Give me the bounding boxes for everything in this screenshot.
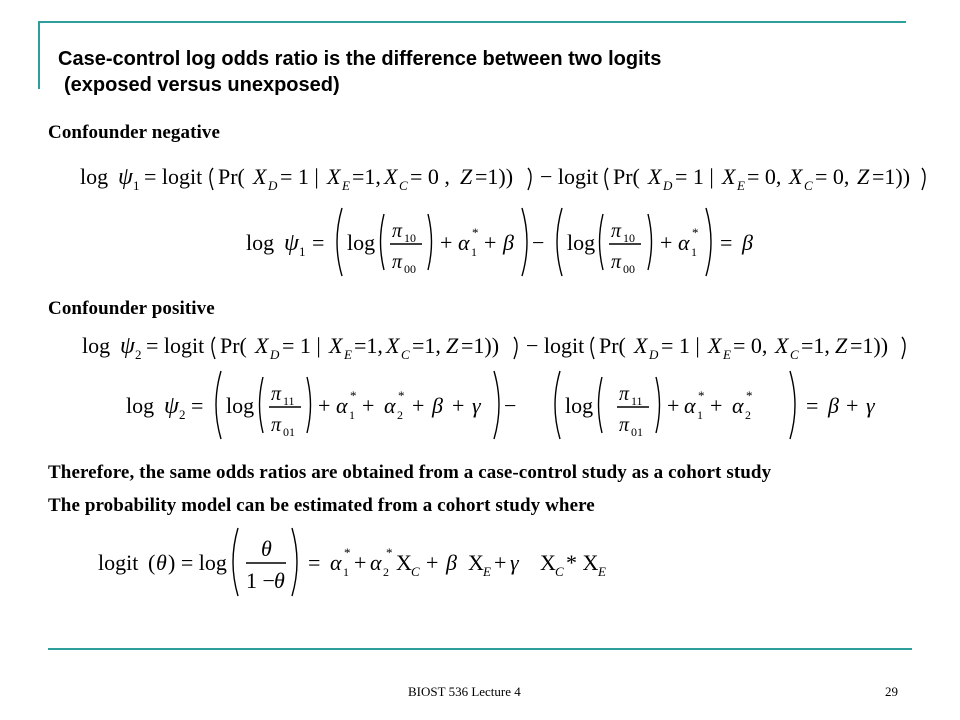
svg-text:+: + [318, 393, 331, 418]
svg-text:π: π [619, 414, 630, 436]
svg-text:log: log [226, 393, 255, 418]
svg-text:= 0,: = 0, [733, 333, 768, 358]
svg-text:C: C [790, 347, 799, 362]
svg-text:2: 2 [383, 565, 389, 579]
svg-text:= logit: = logit [146, 333, 205, 358]
svg-text:=1,: =1, [801, 333, 830, 358]
heading-confounder-negative: Confounder negative [48, 122, 221, 143]
svg-text:C: C [555, 564, 564, 579]
svg-text:C: C [804, 178, 813, 193]
svg-text:π: π [611, 220, 622, 242]
svg-text:*: * [344, 545, 351, 560]
equation-3 [82, 333, 905, 362]
svg-text:X: X [468, 550, 484, 575]
svg-text:β: β [432, 393, 443, 418]
svg-text:=1)): =1)) [461, 333, 500, 358]
svg-text:Z: Z [857, 164, 870, 189]
svg-text:2: 2 [135, 347, 142, 362]
svg-text:2: 2 [179, 407, 186, 422]
svg-text:X: X [255, 333, 269, 358]
svg-text:E: E [737, 178, 745, 193]
svg-text:π: π [611, 251, 622, 273]
svg-text:π: π [392, 220, 403, 242]
svg-text:C: C [411, 564, 420, 579]
svg-text:1: 1 [691, 245, 697, 259]
svg-text:logit: logit [98, 550, 139, 575]
svg-text:+: + [412, 393, 425, 418]
svg-text:= 0 ,: = 0 , [410, 164, 450, 189]
svg-text:1: 1 [133, 178, 140, 193]
svg-text:− logit: − logit [540, 164, 599, 189]
svg-text:α: α [370, 550, 382, 575]
svg-text:=: = [806, 393, 819, 418]
equation-2 [246, 208, 753, 276]
footer-page-number: 29 [885, 684, 898, 699]
svg-text:π: π [392, 251, 403, 273]
svg-text:= 0,: = 0, [747, 164, 782, 189]
heading-therefore: Therefore, the same odds ratios are obtained from a case-control study as a cohort study [48, 462, 772, 483]
equation-4 [126, 371, 876, 439]
svg-text:*: * [472, 225, 479, 240]
svg-text:10: 10 [404, 231, 416, 245]
svg-text:+: + [452, 393, 465, 418]
svg-text:+: + [440, 230, 453, 255]
svg-text:X: X [386, 333, 400, 358]
svg-text:01: 01 [283, 425, 295, 439]
svg-text:11: 11 [631, 394, 643, 408]
svg-text:ψ: ψ [164, 393, 179, 419]
svg-text:θ: θ [261, 536, 272, 561]
svg-text:π: π [271, 414, 282, 436]
svg-text:*: * [698, 388, 705, 403]
svg-text:γ: γ [866, 393, 875, 418]
svg-text:+: + [426, 550, 439, 575]
svg-text:X: X [648, 164, 662, 189]
svg-text:ψ: ψ [120, 333, 135, 359]
svg-text:Pr(: Pr( [613, 164, 640, 189]
svg-text:1 −: 1 − [246, 568, 275, 593]
equation-1 [80, 164, 925, 193]
title-line-1: Case-control log odds ratio is the difference between two logits [58, 48, 662, 70]
svg-text:=: = [312, 230, 325, 255]
svg-text:=1,: =1, [352, 164, 381, 189]
svg-text:γ: γ [510, 550, 519, 575]
svg-text:β: β [742, 230, 753, 255]
svg-text:E: E [723, 347, 731, 362]
svg-text:1: 1 [343, 565, 349, 579]
svg-text:−: − [504, 393, 517, 418]
svg-text:X: X [253, 164, 267, 189]
svg-text:ψ: ψ [118, 164, 133, 190]
svg-text:γ: γ [472, 393, 481, 418]
svg-text:β: β [503, 230, 514, 255]
svg-text:X: X [708, 333, 722, 358]
svg-text:+: + [484, 230, 497, 255]
svg-text:α: α [684, 393, 696, 418]
svg-text:* X: * X [566, 550, 599, 575]
svg-text:=1)): =1)) [850, 333, 889, 358]
svg-text:α: α [458, 230, 470, 255]
footer-course-label: BIOST 536 Lecture 4 [408, 684, 521, 699]
svg-text:01: 01 [631, 425, 643, 439]
svg-text:log: log [82, 333, 111, 358]
svg-text:*: * [350, 388, 357, 403]
svg-text:=1)): =1)) [475, 164, 514, 189]
svg-text:β: β [828, 393, 839, 418]
svg-text:θ: θ [156, 550, 167, 575]
svg-text:2: 2 [397, 408, 403, 422]
svg-text:α: α [678, 230, 690, 255]
svg-text:Pr(: Pr( [220, 333, 247, 358]
svg-text:α: α [384, 393, 396, 418]
svg-text:D: D [270, 347, 280, 362]
svg-text:E: E [598, 564, 606, 579]
svg-text:1: 1 [697, 408, 703, 422]
svg-text:Pr(: Pr( [218, 164, 245, 189]
svg-text:+: + [660, 230, 673, 255]
svg-text:E: E [342, 178, 350, 193]
heading-probability-model: The probability model can be estimated from a cohort study where [48, 495, 595, 516]
svg-text:π: π [619, 383, 630, 405]
bottom-accent-rule [48, 648, 912, 650]
svg-text:11: 11 [283, 394, 295, 408]
svg-text:+: + [354, 550, 367, 575]
svg-text:log: log [347, 230, 376, 255]
svg-text:+: + [362, 393, 375, 418]
svg-text:= 1 |: = 1 | [282, 333, 321, 358]
svg-text:1: 1 [471, 245, 477, 259]
svg-text:= 1 |: = 1 | [675, 164, 714, 189]
svg-text:α: α [330, 550, 342, 575]
svg-text:+: + [494, 550, 507, 575]
svg-text:X: X [396, 550, 412, 575]
svg-text:*: * [398, 388, 405, 403]
svg-text:*: * [746, 388, 753, 403]
svg-text:θ: θ [274, 568, 285, 593]
svg-text:Z: Z [446, 333, 459, 358]
svg-text:+: + [667, 393, 680, 418]
svg-text:C: C [399, 178, 408, 193]
svg-text:log: log [80, 164, 109, 189]
svg-text:D: D [268, 178, 278, 193]
svg-text:E: E [344, 347, 352, 362]
heading-confounder-positive: Confounder positive [48, 298, 215, 319]
svg-text:X: X [540, 550, 556, 575]
svg-text:X: X [329, 333, 343, 358]
svg-text:E: E [483, 564, 491, 579]
svg-text:=: = [308, 550, 321, 575]
svg-text:log: log [567, 230, 596, 255]
equation-5 [98, 528, 606, 596]
svg-text:X: X [775, 333, 789, 358]
svg-text:X: X [634, 333, 648, 358]
svg-text:Pr(: Pr( [599, 333, 626, 358]
svg-text:X: X [384, 164, 398, 189]
svg-text:=: = [191, 393, 204, 418]
svg-text:00: 00 [623, 262, 635, 276]
svg-text:*: * [386, 545, 393, 560]
svg-text:α: α [732, 393, 744, 418]
title-line-2: (exposed versus unexposed) [64, 74, 340, 96]
svg-text:+: + [710, 393, 723, 418]
svg-text:π: π [271, 383, 282, 405]
svg-text:−: − [532, 230, 545, 255]
svg-text:+: + [846, 393, 859, 418]
svg-text:α: α [336, 393, 348, 418]
svg-text:β: β [446, 550, 457, 575]
svg-text:D: D [649, 347, 659, 362]
svg-text:X: X [789, 164, 803, 189]
svg-text:D: D [663, 178, 673, 193]
svg-text:= logit: = logit [144, 164, 203, 189]
svg-text:Z: Z [835, 333, 848, 358]
svg-text:(: ( [148, 550, 156, 575]
svg-text:= 1 |: = 1 | [661, 333, 700, 358]
svg-text:2: 2 [745, 408, 751, 422]
svg-text:=1,: =1, [354, 333, 383, 358]
svg-text:=1)): =1)) [872, 164, 911, 189]
svg-text:log: log [565, 393, 594, 418]
svg-text:X: X [722, 164, 736, 189]
svg-text:log: log [126, 393, 155, 418]
svg-text:=1,: =1, [412, 333, 441, 358]
svg-text:00: 00 [404, 262, 416, 276]
svg-text:=: = [720, 230, 733, 255]
svg-text:Z: Z [460, 164, 473, 189]
svg-text:) = log: ) = log [168, 550, 227, 575]
svg-text:10: 10 [623, 231, 635, 245]
svg-text:*: * [692, 225, 699, 240]
svg-text:1: 1 [299, 244, 306, 259]
svg-text:= 1 |: = 1 | [280, 164, 319, 189]
svg-text:= 0,: = 0, [815, 164, 850, 189]
svg-text:C: C [401, 347, 410, 362]
svg-text:1: 1 [349, 408, 355, 422]
svg-text:X: X [327, 164, 341, 189]
svg-text:− logit: − logit [526, 333, 585, 358]
svg-text:log: log [246, 230, 275, 255]
svg-text:ψ: ψ [284, 230, 299, 256]
